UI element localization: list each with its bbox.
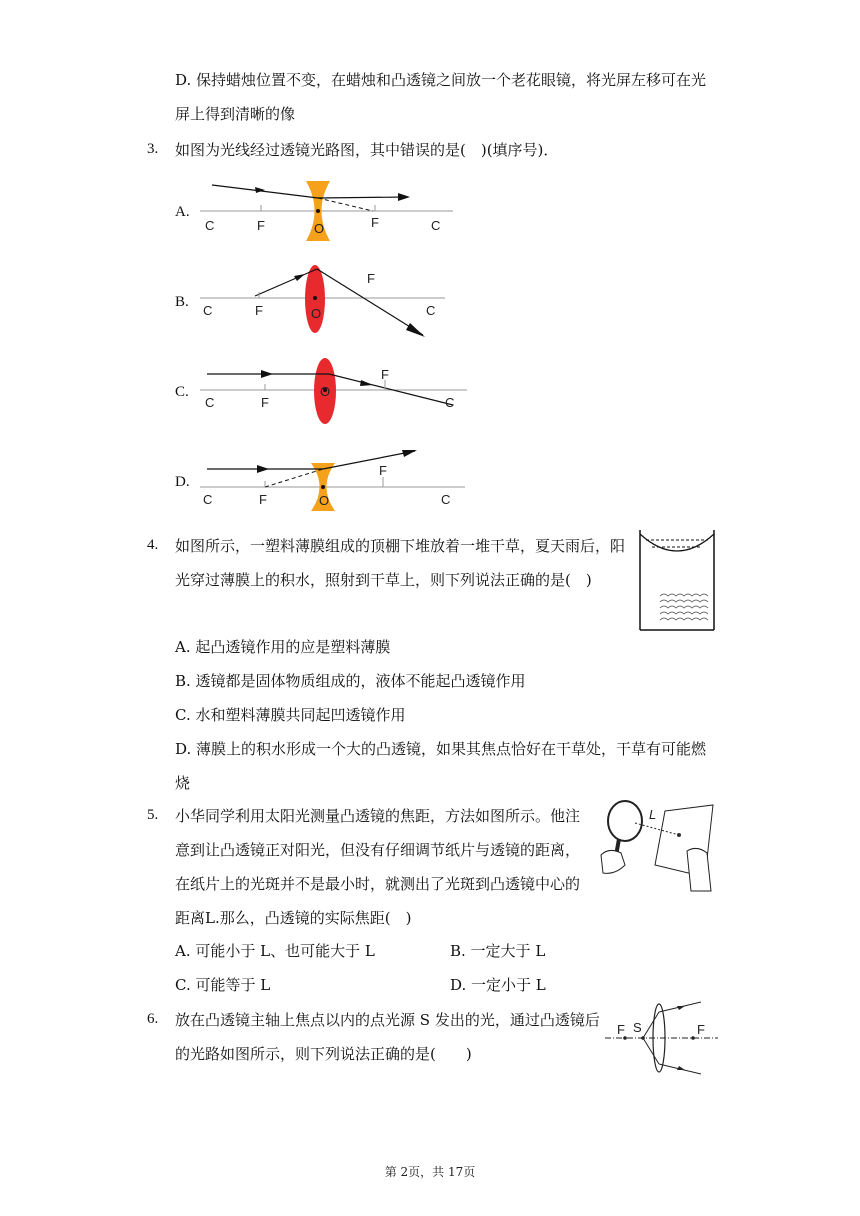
axis-label-f: F	[261, 395, 269, 410]
q4-option-d-line2: 烧	[175, 774, 191, 792]
q5-option-c: C. 可能等于 L	[175, 976, 271, 994]
axis-label-f: F	[367, 271, 375, 286]
q5-option-b: B. 一定大于 L	[450, 942, 546, 960]
q3-diagram-b	[195, 263, 475, 343]
q3-diagram-d	[195, 445, 485, 525]
axis-label-c: C	[203, 303, 213, 318]
focal-label-f-left: F	[617, 1022, 625, 1037]
magnifier-lens-icon	[608, 801, 642, 841]
axis-label-f: F	[255, 303, 263, 318]
axis-label-f: F	[259, 492, 267, 507]
hay-shed-figure	[638, 528, 718, 633]
q3-option-b-label: B.	[175, 294, 189, 310]
q5-stem-line2: 意到让凸透镜正对阳光，但没有仔细调节纸片与透镜的距离，	[175, 841, 581, 859]
focal-label-f-right: F	[697, 1022, 705, 1037]
q4-option-b: B. 透镜都是固体物质组成的，液体不能起凸透镜作用	[175, 672, 526, 690]
q5-stem-line3: 在纸片上的光斑并不是最小时，就测出了光斑到凸透镜中心的	[175, 875, 581, 893]
q3-number: 3.	[147, 141, 159, 157]
q3-option-a-label: A.	[175, 204, 190, 220]
magnifier-paper-figure	[595, 795, 720, 895]
page-footer: 第 2页，共 17页	[384, 1165, 476, 1179]
q6-stem-line1: 放在凸透镜主轴上焦点以内的点光源 S 发出的光，通过凸透镜后	[175, 1011, 600, 1029]
source-label-s: S	[633, 1020, 642, 1035]
q4-stem-line2: 光穿过薄膜上的积水，照射到干草上，则下列说法正确的是( )	[175, 571, 592, 589]
q5-option-a: A. 可能小于 L、也可能大于 L	[175, 942, 375, 960]
axis-label-o: O	[314, 221, 325, 236]
q6-stem-line2: 的光路如图所示，则下列说法正确的是( )	[175, 1045, 472, 1063]
distance-label-l: L	[649, 807, 657, 822]
axis-label-c: C	[205, 218, 215, 233]
axis-label-c: C	[431, 218, 441, 233]
q4-option-a: A. 起凸透镜作用的应是塑料薄膜	[175, 638, 391, 656]
q5-stem-line1: 小华同学利用太阳光测量凸透镜的焦距，方法如图所示。他注	[175, 807, 581, 825]
q3-option-d-label: D.	[175, 474, 190, 490]
q2-option-d-line2: 屏上得到清晰的像	[175, 105, 296, 123]
axis-label-o: O	[320, 384, 331, 399]
axis-label-c: C	[426, 303, 436, 318]
q4-option-d: D. 薄膜上的积水形成一个大的凸透镜，如果其焦点恰好在干草处，干草有可能燃	[175, 740, 707, 758]
q3-option-c-label: C.	[175, 384, 189, 400]
q6-number: 6.	[147, 1011, 159, 1027]
axis-label-f: F	[371, 215, 379, 230]
axis-label-c: C	[445, 395, 455, 410]
axis-label-c: C	[203, 492, 213, 507]
q5-stem-line4: 距离L.那么，凸透镜的实际焦距( )	[175, 909, 412, 927]
point-source-lens-figure	[603, 1002, 723, 1077]
axis-label-c: C	[205, 395, 215, 410]
q2-option-d-line1: D. 保持蜡烛位置不变，在蜡烛和凸透镜之间放一个老花眼镜，将光屏左移可在光	[175, 71, 707, 89]
axis-label-c: C	[441, 492, 451, 507]
hay-pile-icon	[660, 594, 708, 620]
q3-diagram-c	[195, 355, 485, 435]
axis-label-f: F	[257, 218, 265, 233]
q3-diagram-a	[195, 175, 475, 245]
axis-label-o: O	[311, 306, 322, 321]
q4-option-c: C. 水和塑料薄膜共同起凹透镜作用	[175, 706, 406, 724]
q4-stem-line1: 如图所示，一塑料薄膜组成的顶棚下堆放着一堆干草，夏天雨后，阳	[175, 537, 626, 555]
q4-number: 4.	[147, 537, 159, 553]
axis-label-f: F	[381, 367, 389, 382]
q5-option-d: D. 一定小于 L	[450, 976, 546, 994]
q5-number: 5.	[147, 807, 159, 823]
q3-stem: 如图为光线经过透镜光路图，其中错误的是( )(填序号)．	[175, 141, 559, 159]
axis-label-o: O	[319, 493, 330, 508]
axis-label-f: F	[379, 463, 387, 478]
